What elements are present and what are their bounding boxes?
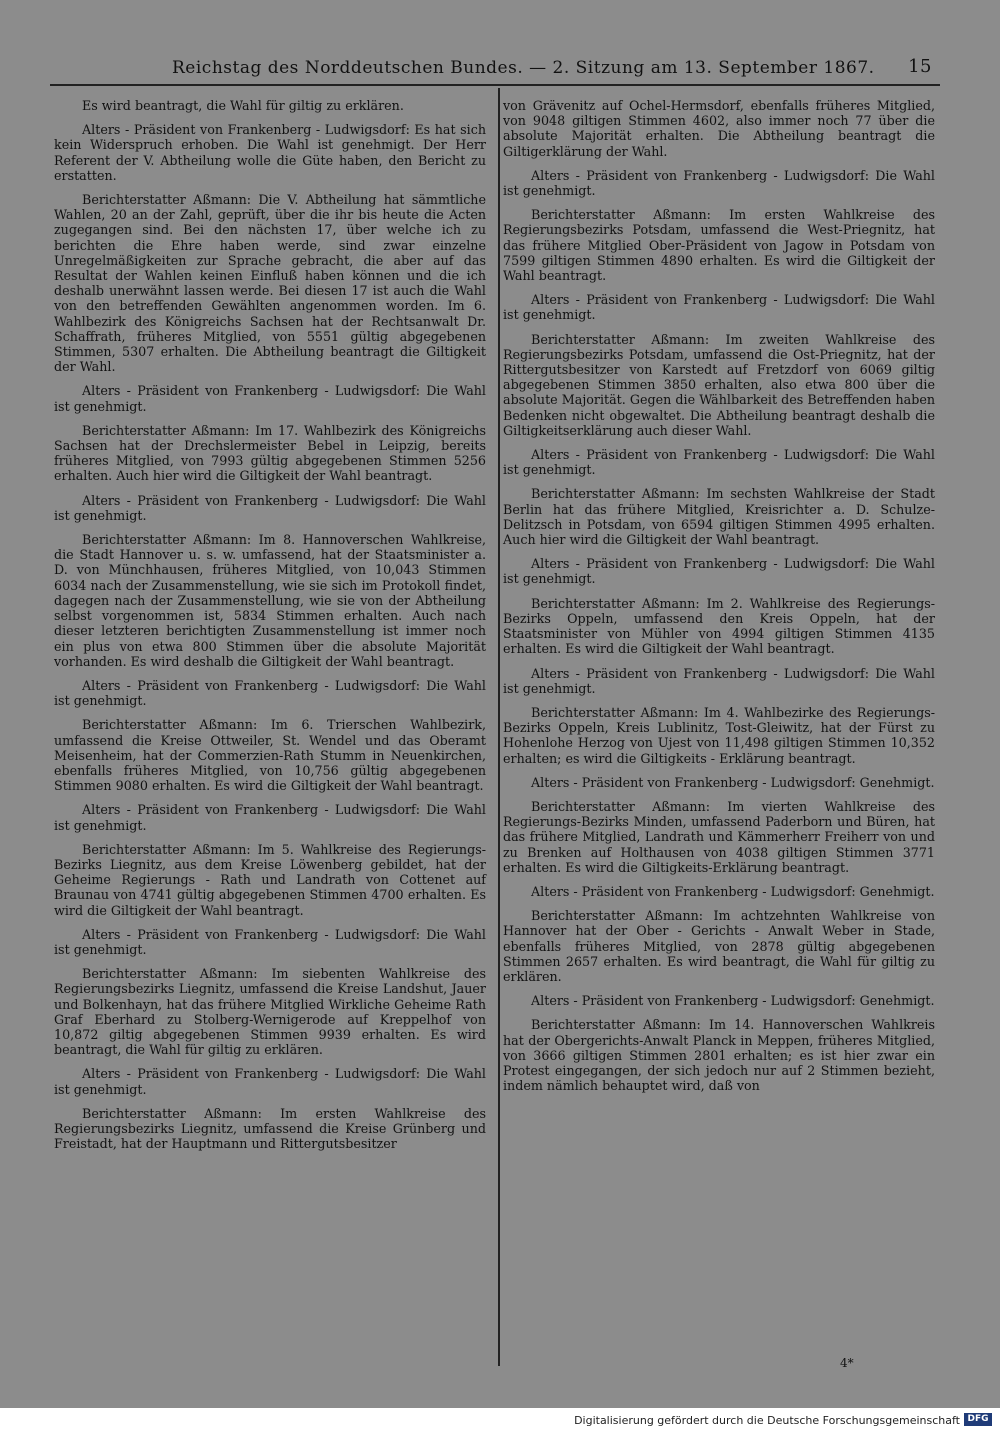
paragraph: Alters - Präsident von Frankenberg - Ludwigsdorf: Es hat sich kein Widerspruch erhoben. Die Wahl ist genehmigt. Der Herr Referent der V. Abtheilung wolle die Güte haben, den Bericht zu erstatten. [54, 122, 486, 183]
column-divider [498, 88, 500, 1366]
paragraph: Alters - Präsident von Frankenberg - Ludwigsdorf: Die Wahl ist genehmigt. [503, 167, 935, 199]
paragraph: Berichterstatter Aßmann: Im ersten Wahlkreise des Regierungsbezirks Liegnitz, umfassend die Kreise Grünberg und Freistadt, hat der Hauptmann und Rittergutsbesitzer [54, 1105, 486, 1152]
paragraph: von Grävenitz auf Ochel-Hermsdorf, ebenfalls früheres Mitglied, von 9048 giltigen Stimmen 4602, also immer noch 77 über die absolute Majorität erhalten. Die Abtheilung beantragt die Giltigerklärung der Wahl. [503, 98, 935, 159]
dfg-logo: DFG [964, 1413, 992, 1426]
paragraph: Berichterstatter Aßmann: Die V. Abtheilung hat sämmtliche Wahlen, 20 an der Zahl, geprüft, über die ihr bis heute die Acten zugegangen sind. Bei den nächsten 17, über welche ich zu berichten die Ehre haben werde, sind zwar einzelne Unregelmäßigkeiten zur Sprache gebracht, die aber auf das Resultat der Wahlen keinen Einfluß haben können und die ich deshalb unerwähnt lassen werde. Bei diesen 17 ist auch die Wahl von den betreffenden Gewählten angenommen worden. Im 6. Wahlbezirk des Königreichs Sachsen hat der Rechtsanwalt Dr. Schaffrath, früheres Mitglied, von 5551 gültig abgegebenen Stimmen, 5307 erhalten. Die Abtheilung beantragt die Giltigkeit der Wahl. [54, 192, 486, 375]
paragraph: Berichterstatter Aßmann: Im 2. Wahlkreise des Regierungs-Bezirks Oppeln, umfassend den Kreis Oppeln, hat der Staatsminister von Mühler von 4994 giltigen Stimmen 4135 erhalten. Es wird die Giltigkeit der Wahl beantragt. [503, 595, 935, 657]
footer-bar [0, 1408, 1000, 1432]
paragraph: Alters - Präsident von Frankenberg - Ludwigsdorf: Genehmigt. [531, 774, 935, 790]
paragraph: Berichterstatter Aßmann: Im achtzehnten Wahlkreise von Hannover hat der Ober - Gerichts - Anwalt Weber in Stade, ebenfalls früheres Mitglied, von 2878 gültig abgegebenen Stimmen 2657 erhalten. Es wird beantragt, die Wahl für giltig zu erklären. [503, 908, 935, 984]
running-title: Reichstag des Norddeutschen Bundes. — 2. Sitzung am 13. September 1867. [172, 58, 875, 78]
paragraph: Alters - Präsident von Frankenberg - Ludwigsdorf: Die Wahl ist genehmigt. [54, 677, 486, 709]
paragraph: Alters - Präsident von Frankenberg - Ludwigsdorf: Die Wahl ist genehmigt. [503, 665, 935, 696]
paragraph: Alters - Präsident von Frankenberg - Ludwigsdorf: Genehmigt. [531, 883, 935, 899]
paragraph: Alters - Präsident von Frankenberg - Ludwigsdorf: Genehmigt. [531, 993, 935, 1009]
paragraph: Es wird beantragt, die Wahl für giltig zu erklären. [82, 98, 404, 113]
paragraph: Alters - Präsident von Frankenberg - Ludwigsdorf: Die Wahl ist genehmigt. [54, 926, 486, 957]
right-column [503, 98, 935, 1102]
paragraph: Berichterstatter Aßmann: Im 5. Wahlkreise des Regierungs-Bezirks Liegnitz, aus dem Kreise Löwenberg gebildet, hat der Geheime Regierungs - Rath und Landrath von Cottenet auf Braunau von 4741 gültig abgegebenen Stimmen 4700 erhalten. Es wird die Giltigkeit der Wahl beantragt. [54, 841, 486, 918]
paragraph: Berichterstatter Aßmann: Im 6. Trierschen Wahlbezirk, umfassend die Kreise Ottweiler, St. Wendel und das Oberamt Meisenheim, hat der Commerzien-Rath Stumm in Neuenkirchen, ebenfalls früheres Mitglied, von 10,756 gültig abgegebenen Stimmen 9080 erhalten. Es wird die Giltigkeit der Wahl beantragt. [54, 717, 486, 794]
paragraph: Alters - Präsident von Frankenberg - Ludwigsdorf: Die Wahl ist genehmigt. [54, 492, 486, 523]
paragraph: Berichterstatter Aßmann: Im 17. Wahlbezirk des Königreichs Sachsen hat der Drechslermeister Bebel in Leipzig, bereits früheres Mitglied, von 7993 gültig abgegebenen Stimmen 5256 erhalten. Auch hier wird die Giltigkeit der Wahl beantragt. [54, 422, 486, 484]
header-rule [50, 84, 940, 86]
paragraph: Berichterstatter Aßmann: Im zweiten Wahlkreise des Regierungsbezirks Potsdam, umfassend die Ost-Priegnitz, hat der Rittergutsbesitzer von Karstedt auf Fretzdorf von 6069 giltig abgegebenen Stimmen 3850 erhalten, also etwa 800 über die absolute Majorität. Gegen die Wählbarkeit des Betreffenden haben Bedenken nicht obgewaltet. Die Abtheilung beantragt deshalb die Giltigkeitserklärung auch dieser Wahl. [503, 331, 935, 438]
paragraph: Alters - Präsident von Frankenberg - Ludwigsdorf: Die Wahl ist genehmigt. [54, 383, 486, 414]
page-number: 15 [908, 56, 932, 77]
paragraph: Alters - Präsident von Frankenberg - Ludwigsdorf: Die Wahl ist genehmigt. [503, 556, 935, 587]
paragraph: Berichterstatter Aßmann: Im sechsten Wahlkreise der Stadt Berlin hat das frühere Mitglied, Kreisrichter a. D. Schulze-Delitzsch in Potsdam, von 6594 giltigen Stimmen 4995 erhalten. Auch hier wird die Giltigkeit der Wahl beantragt. [503, 486, 935, 548]
paragraph: Berichterstatter Aßmann: Im 14. Hannoverschen Wahlkreis hat der Obergerichts-Anwalt Planck in Meppen, früheres Mitglied, von 3666 giltigen Stimmen 2801 erhalten; es ist hier zwar ein Protest eingegangen, der sich jedoch nur auf 2 Stimmen bezieht, indem nämlich behauptet wird, daß von [503, 1017, 935, 1094]
paragraph: Alters - Präsident von Frankenberg - Ludwigsdorf: Die Wahl ist genehmigt. [503, 292, 935, 323]
paragraph: Alters - Präsident von Frankenberg - Ludwigsdorf: Die Wahl ist genehmigt. [54, 1066, 486, 1097]
left-column [54, 98, 486, 1160]
paragraph: Berichterstatter Aßmann: Im 8. Hannoverschen Wahlkreise, die Stadt Hannover u. s. w. umfassend, hat der Staatsminister a. D. von Münchhausen, früheres Mitglied, von 10,043 Stimmen 6034 nach der Zusammenstellung, wie sie sich im Protokoll findet, dagegen nach der Zusammenstellung, wie sie von der Abtheilung selbst vorgenommen ist, 5834 Stimmen erhalten. Auch nach dieser letzteren berichtigten Zusammenstellung ist immer noch ein plus von etwa 800 Stimmen über die absolute Majorität vorhanden. Es wird deshalb die Giltigkeit der Wahl beantragt. [54, 532, 486, 669]
paragraph: Alters - Präsident von Frankenberg - Ludwigsdorf: Die Wahl ist genehmigt. [503, 447, 935, 478]
paragraph: Berichterstatter Aßmann: Im 4. Wahlbezirke des Regierungs-Bezirks Oppeln, Kreis Lublinitz, Tost-Gleiwitz, hat der Fürst zu Hohenlohe Herzog von Ujest von 11,498 giltigen Stimmen 10,352 erhalten; es wird die Giltigkeits - Erklärung beantragt. [503, 704, 935, 766]
paragraph: Alters - Präsident von Frankenberg - Ludwigsdorf: Die Wahl ist genehmigt. [54, 802, 486, 833]
paragraph: Berichterstatter Aßmann: Im ersten Wahlkreise des Regierungsbezirks Potsdam, umfassend die West-Priegnitz, hat das frühere Mitglied Ober-Präsident von Jagow in Potsdam von 7599 giltigen Stimmen 4890 erhalten. Es wird die Giltigkeit der Wahl beantragt. [503, 207, 935, 284]
funding-note: Digitalisierung gefördert durch die Deutsche Forschungsgemeinschaft [574, 1414, 960, 1427]
signature-mark: 4* [840, 1356, 854, 1370]
paragraph: Berichterstatter Aßmann: Im vierten Wahlkreise des Regierungs-Bezirks Minden, umfassend Paderborn und Büren, hat das frühere Mitglied, Landrath und Kämmerherr Freiherr von und zu Brenken auf Holthausen von 4038 giltigen Stimmen 3771 erhalten. Es wird die Giltigkeits-Erklärung beantragt. [503, 798, 935, 875]
paragraph: Berichterstatter Aßmann: Im siebenten Wahlkreise des Regierungsbezirks Liegnitz, umfassend die Kreise Landshut, Jauer und Bolkenhayn, hat das frühere Mitglied Wirkliche Geheime Rath Graf Eberhard zu Stolberg-Wernigerode auf Kreppelhof von 10,872 giltig abgegebenen Stimmen 9939 erhalten. Es wird beantragt, die Wahl für giltig zu erklären. [54, 966, 486, 1058]
page-header [50, 54, 940, 80]
